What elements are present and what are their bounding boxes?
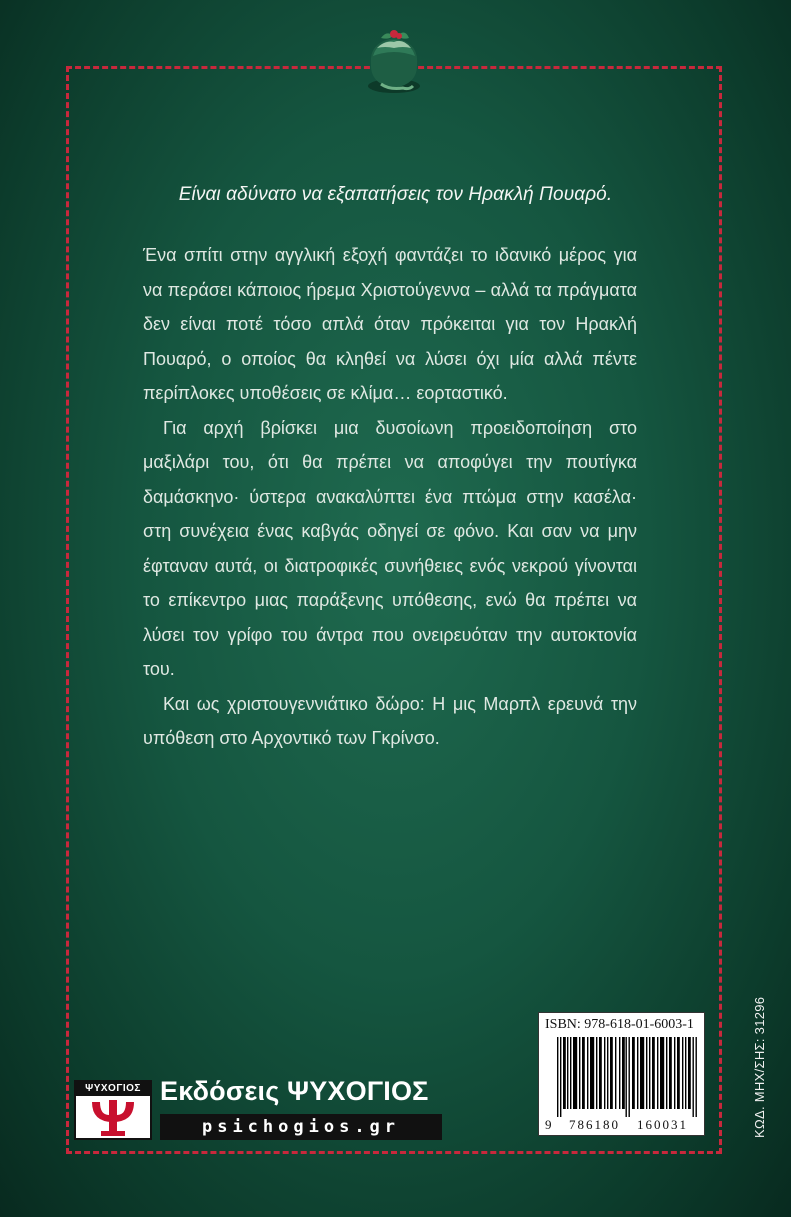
psi-icon bbox=[88, 1098, 138, 1138]
logo-label: ΨΥΧΟΓΙΟΣ bbox=[76, 1082, 150, 1096]
publisher-logo bbox=[74, 1080, 152, 1140]
blurb-paragraph-1: Ένα σπίτι στην αγγλική εξοχή φαντάζει το ιδανικό μέρος για να περάσει κάποιος ήρεμα Χριστούγεννα – αλλά τα πράγματα δεν είναι ποτέ τόσο απλά όταν πρόκειται για τον Ηρακλή Πουαρό, ο οποίος θα κληθεί να λύσει όχι μία αλλά πέντε περίπλοκες υποθέσεις σε κλίμα… εορταστικό. bbox=[143, 245, 637, 403]
barcode-digits-left: 786180 bbox=[569, 1117, 620, 1132]
product-code: ΚΩΔ. ΜΗΧ/ΣΗΣ: 31296 bbox=[752, 996, 767, 1138]
blurb-paragraph-3: Και ως χριστουγεννιάτικο δώρο: Η μις Μαρπλ ερευνά την υπόθεση στο Αρχοντικό των Γκρίνσο. bbox=[143, 693, 637, 748]
barcode-bars bbox=[557, 1037, 697, 1117]
barcode-digit-first: 9 bbox=[545, 1117, 552, 1132]
isbn-label: ISBN: 978-618-01-6003-1 bbox=[545, 1017, 694, 1032]
isbn-barcode bbox=[538, 1012, 705, 1136]
publisher-name: Εκδόσεις ΨΥΧΟΓΙΟΣ bbox=[160, 1076, 429, 1106]
publisher-website: psichogios.gr bbox=[160, 1114, 442, 1140]
christmas-pudding-icon bbox=[363, 18, 425, 98]
blurb-paragraph-2: Για αρχή βρίσκει μια δυσοίωνη προειδοποίηση στο μαξιλάρι του, ότι θα πρέπει να αποφύγει την πουτίγκα δαμάσκηνο· ύστερα ανακαλύπτει ένα πτώμα στην κασέλα· στη συνέχεια ένας καβγάς οδηγεί σε φόνο. Και σαν να μην έφταναν αυτά, οι διατροφικές συνήθειες ενός νεκρού γίνονται το επίκεντρο μιας παράξενης υπόθεσης, ενώ θα πρέπει να λύσει τον γρίφο του άντρα που ονειρευόταν την αυτοκτονία του. bbox=[143, 417, 637, 679]
blurb-text bbox=[143, 238, 637, 756]
barcode-digits-right: 160031 bbox=[637, 1117, 688, 1132]
tagline: Είναι αδύνατο να εξαπατήσεις τον Ηρακλή Πουαρό. bbox=[178, 184, 613, 205]
